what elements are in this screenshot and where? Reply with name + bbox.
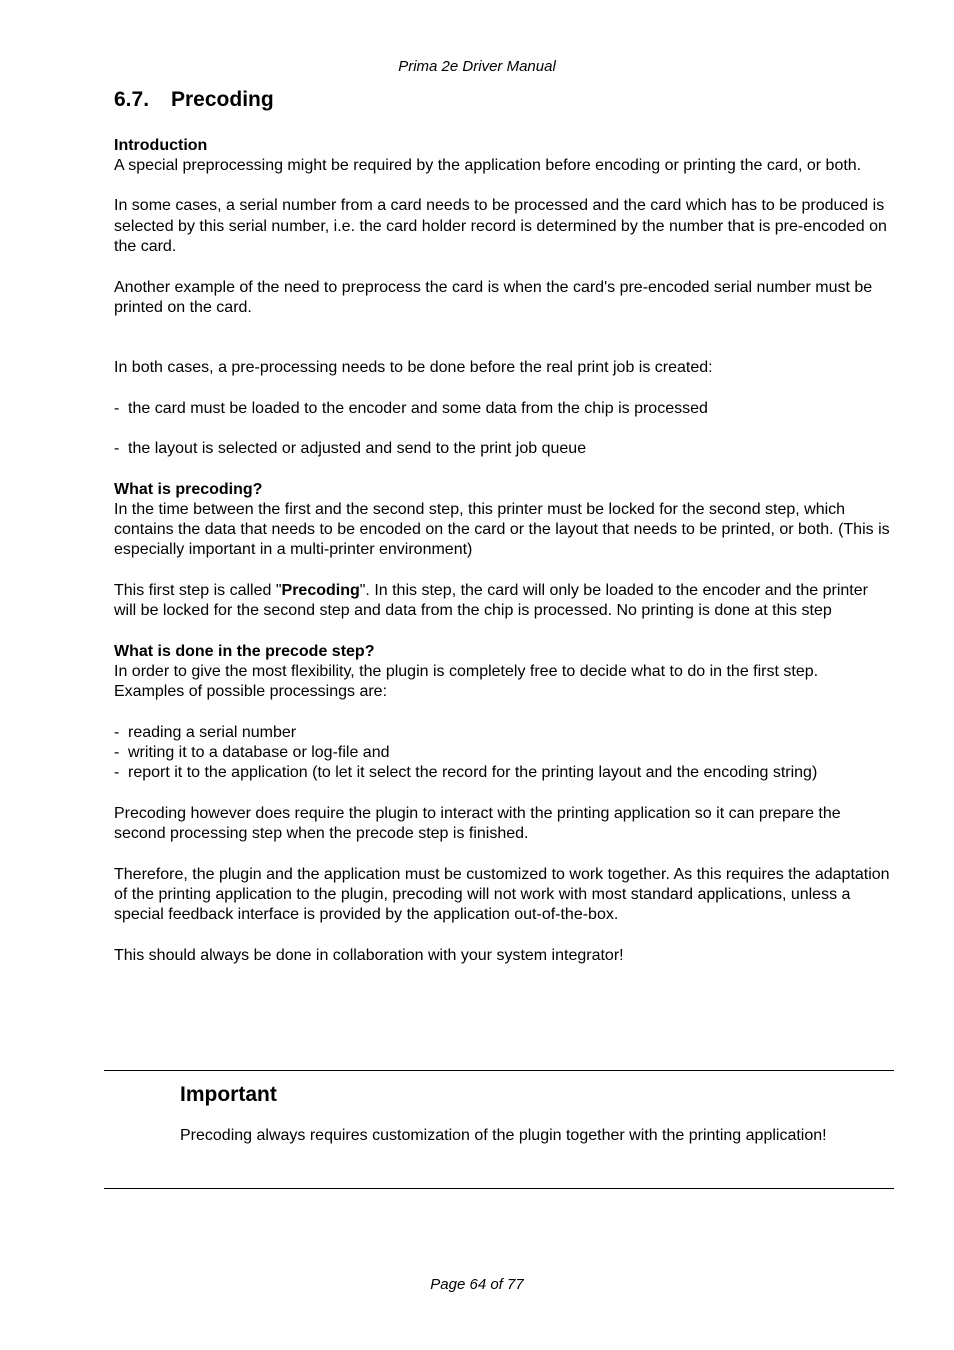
introduction-paragraph-3: Another example of the need to preprocess the card is when the card's pre-encoded serial number must be printed on the card.	[114, 278, 873, 317]
important-title: Important	[180, 1083, 277, 1106]
what-done-paragraph-1: In order to give the most flexibility, the plugin is completely free to decide what to do in the first step. Examples of possible processings are:	[114, 662, 819, 701]
list-item: - report it to the application (to let it select the record for the printing layout and the encoding string)	[114, 763, 890, 783]
what-is-done-heading: What is done in the precode step?	[114, 642, 375, 660]
running-header: Prima 2e Driver Manual	[398, 58, 556, 75]
text-span: This first step is called "	[114, 581, 282, 599]
what-done-paragraph-2: Precoding however does require the plugin to interact with the printing application so it can prepare the second processing step when the precode step is finished.	[114, 804, 841, 843]
page-content	[114, 86, 890, 986]
what-done-paragraph-3: Therefore, the plugin and the application must be customized to work together. As this requires the adaptation of the printing application to the plugin, precoding will not work with most standard applications, unless a special feedback interface is provided by the application out-of-the-box.	[114, 865, 890, 924]
processings-list	[114, 723, 890, 784]
introduction-paragraph-1: A special preprocessing might be required by the application before encoding or printing the card, or both.	[114, 157, 862, 174]
what-is-precoding-heading: What is precoding?	[114, 480, 263, 498]
what-is-paragraph-1: In the time between the first and the second step, this printer must be locked for the second step, which contains the data that needs to be encoded on the card or the layout that needs to be printed, or both. (This is especially important in a multi-printer environment)	[114, 500, 890, 559]
section-title	[114, 86, 890, 114]
list-item: - writing it to a database or log-file and	[114, 743, 890, 763]
section-title-text: Precoding	[171, 88, 274, 111]
introduction-paragraph-2: In some cases, a serial number from a card needs to be processed and the card which has to be produced is selected by this serial number, i.e. the card holder record is determined by the number that is pre-encoded on the card.	[114, 197, 887, 256]
section-number: 6.7.	[114, 88, 150, 111]
introduction-heading: Introduction	[114, 137, 208, 154]
what-is-paragraph-2	[114, 581, 890, 622]
list-item: - reading a serial number	[114, 723, 890, 743]
important-note-box	[104, 1070, 894, 1189]
list-item: - the layout is selected or adjusted and send to the print job queue	[114, 439, 890, 459]
important-text: Precoding always requires customization of the plugin together with the printing application!	[180, 1127, 827, 1144]
introduction-paragraph-4: In both cases, a pre-processing needs to be done before the real print job is created:	[114, 359, 713, 377]
page-number: Page 64 of 77	[430, 1276, 524, 1293]
list-item: - the card must be loaded to the encoder and some data from the chip is processed	[114, 399, 890, 419]
steps-list	[114, 399, 890, 460]
precoding-term: Precoding	[281, 581, 360, 599]
what-done-paragraph-4: This should always be done in collaboration with your system integrator!	[114, 946, 624, 964]
text-span: ". In this step, the card will only be loaded to the encoder and the printer will be locked for the second step and data from the chip is processed. No printing is done at this step	[114, 581, 868, 620]
